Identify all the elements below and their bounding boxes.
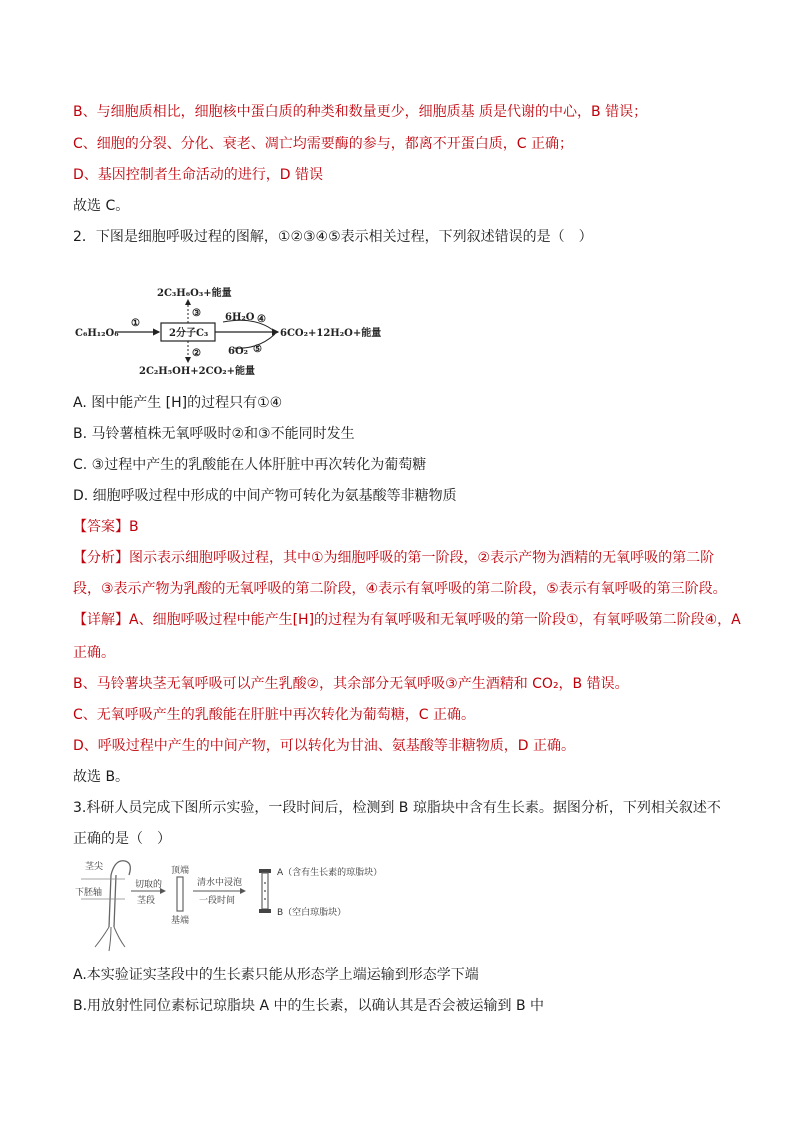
ethanol-label: 2C₂H₅OH+2CO₂+能量 <box>139 366 256 377</box>
q2-analysis-line1 <box>73 548 714 568</box>
hypocotyl-label: 下胚轴 <box>75 888 103 898</box>
analysis-text-1: 图示表示细胞呼吸过程，其中①为细胞呼吸的第一阶段，②表示产物为酒精的无氧呼吸的第二阶 <box>129 550 715 566</box>
q2-option-b: B. 马铃薯植株无氧呼吸时②和③不能同时发生 <box>73 426 355 442</box>
detail-a-text: A、细胞呼吸过程中能产生[H]的过程为有氧呼吸和无氧呼吸的第一阶段①，有氧呼吸第二阶段④，A <box>129 612 741 628</box>
seedling-hook <box>111 861 130 875</box>
q3-stem-2: 正确的是（ ） <box>73 831 171 847</box>
q2-option-c: C. ③过程中产生的乳酸能在人体肝脏中再次转化为葡萄糖 <box>73 457 427 473</box>
agar-block-b <box>259 909 271 913</box>
cut-label-1: 切取的 <box>135 880 163 890</box>
q2-conclusion: 故选 B。 <box>73 769 130 785</box>
q2-detail-a1 <box>73 610 741 630</box>
seedling-roots <box>95 927 125 951</box>
auxin-experiment-figure <box>73 855 393 955</box>
answer-tag: 【答案】 <box>73 519 129 535</box>
pyruvate-label: 2分子C₃ <box>169 328 209 339</box>
q2-option-d: D. 细胞呼吸过程中形成的中间产物可转化为氨基酸等非糖物质 <box>73 488 457 504</box>
lactate-label: 2C₃H₆O₃+能量 <box>157 288 232 299</box>
glucose-label: C₆H₁₂O₆ <box>75 328 119 339</box>
step1-label: ① <box>131 318 140 329</box>
cut-label-2: 茎段 <box>137 896 156 906</box>
stem-segment <box>177 877 183 911</box>
soak-label-1: 清水中浸泡 <box>197 878 243 888</box>
q2-option-a: A. 图中能产生 [H]的过程只有①④ <box>73 395 283 411</box>
q2-detail-a2: 正确。 <box>73 645 115 661</box>
q3-option-b: B.用放射性同位素标记琼脂块 A 中的生长素，以确认其是否会被运输到 B 中 <box>73 998 545 1014</box>
water-label: 6H₂O <box>225 312 255 323</box>
q2-answer <box>73 517 139 537</box>
seedling-stem-right <box>114 875 116 927</box>
analysis-tag: 【分析】 <box>73 550 129 566</box>
explanation-c: C、细胞的分裂、分化、衰老、凋亡均需要酶的参与，都离不开蛋白质，C 正确； <box>73 136 573 152</box>
oxygen-label: 6O₂ <box>228 346 249 357</box>
q2-stem: 2．下图是细胞呼吸过程的图解，①②③④⑤表示相关过程，下列叙述错误的是（ ） <box>73 229 593 245</box>
explanation-d: D、基因控制者生命活动的进行，D 错误 <box>73 167 324 183</box>
top-end-label: 顶端 <box>171 866 190 876</box>
aerobic-product-label: 6CO₂+12H₂O+能量 <box>280 328 382 339</box>
block-a-label: A（含有生长素的琼脂块） <box>277 868 383 878</box>
tip-label: 茎尖 <box>85 862 104 872</box>
q2-analysis-line2: 段，③表示产物为乳酸的无氧呼吸的第二阶段，④表示有氧呼吸的第二阶段，⑤表示有氧呼吸的第三阶段。 <box>73 581 727 597</box>
block-b-label: B（空白琼脂块） <box>277 908 347 918</box>
q2-detail-d: D、呼吸过程中产生的中间产物，可以转化为甘油、氨基酸等非糖物质，D 正确。 <box>73 738 576 754</box>
step5-label: ⑤ <box>253 344 262 355</box>
soak-label-2: 一段时间 <box>199 896 236 906</box>
base-end-label: 基端 <box>171 916 190 926</box>
respiration-diagram <box>73 286 383 378</box>
q2-detail-b: B、马铃薯块茎无氧呼吸可以产生乳酸②，其余部分无氧呼吸③产生酒精和 CO₂，B 错误。 <box>73 676 629 692</box>
explanation-b: B、与细胞质相比，细胞核中蛋白质的种类和数量更少，细胞质基 质是代谢的中心，B 错误； <box>73 104 648 120</box>
q3-option-a: A.本实验证实茎段中的生长素只能从形态学上端运输到形态学下端 <box>73 967 479 983</box>
q2-detail-c: C、无氧呼吸产生的乳酸能在肝脏中再次转化为葡萄糖，C 正确。 <box>73 707 475 723</box>
seedling-stem <box>109 875 111 927</box>
step4-label: ④ <box>257 314 266 325</box>
step3-label: ③ <box>192 308 201 319</box>
answer-value: B <box>129 519 139 535</box>
step2-label: ② <box>192 348 201 359</box>
prev-conclusion: 故选 C。 <box>73 198 130 214</box>
detail-tag: 【详解】 <box>73 612 129 628</box>
q3-stem-1: 3.科研人员完成下图所示实验，一段时间后，检测到 B 琼脂块中含有生长素。据图分析，下列相关叙述不 <box>73 800 721 816</box>
